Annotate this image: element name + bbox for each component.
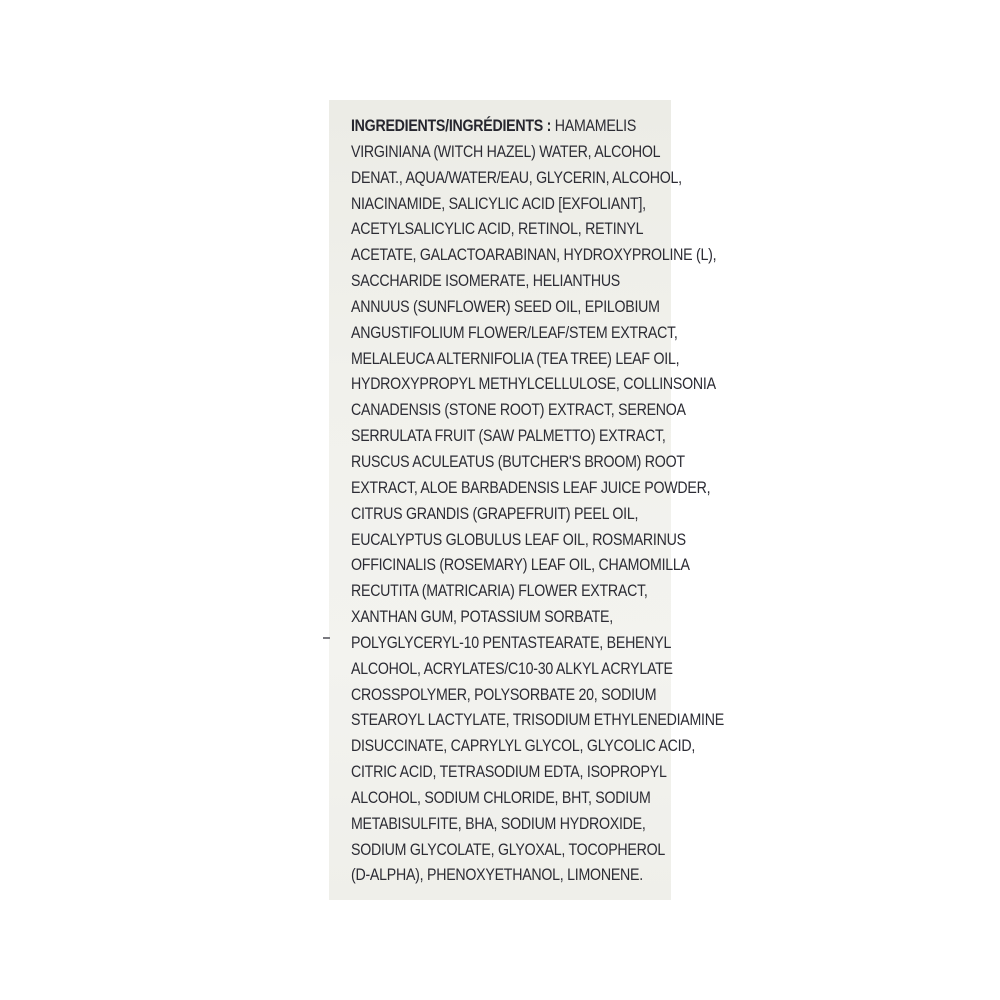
ingredients-line: SACCHARIDE ISOMERATE, HELIANTHUS bbox=[351, 272, 621, 291]
ingredients-line: CANADENSIS (STONE ROOT) EXTRACT, SERENOA bbox=[351, 401, 686, 420]
ingredients-line: HYDROXYPROPYL METHYLCELLULOSE, COLLINSONIA bbox=[351, 375, 716, 394]
ingredients-line: CITRIC ACID, TETRASODIUM EDTA, ISOPROPYL bbox=[351, 763, 667, 782]
ingredients-line: OFFICINALIS (ROSEMARY) LEAF OIL, CHAMOMILLA bbox=[351, 556, 690, 575]
ingredients-line: STEAROYL LACTYLATE, TRISODIUM ETHYLENEDIAMINE bbox=[351, 711, 724, 730]
ingredients-line bbox=[351, 114, 637, 140]
ingredients-line: CITRUS GRANDIS (GRAPEFRUIT) PEEL OIL, bbox=[351, 504, 639, 523]
ingredients-label-panel bbox=[329, 100, 724, 900]
ingredients-line: ANNUUS (SUNFLOWER) SEED OIL, EPILOBIUM bbox=[351, 297, 660, 316]
ingredients-line: CROSSPOLYMER, POLYSORBATE 20, SODIUM bbox=[351, 685, 657, 704]
label-edge-mark bbox=[323, 637, 330, 639]
ingredients-line: RUSCUS ACULEATUS (BUTCHER'S BROOM) ROOT bbox=[351, 452, 685, 471]
ingredients-line-first-text: HAMAMELIS bbox=[551, 117, 637, 135]
ingredients-line: ANGUSTIFOLIUM FLOWER/LEAF/STEM EXTRACT, bbox=[351, 323, 678, 342]
ingredients-line: VIRGINIANA (WITCH HAZEL) WATER, ALCOHOL bbox=[351, 142, 661, 161]
ingredients-line: (D-ALPHA), PHENOXYETHANOL, LIMONENE. bbox=[351, 866, 643, 885]
ingredients-line: RECUTITA (MATRICARIA) FLOWER EXTRACT, bbox=[351, 582, 648, 601]
ingredients-line: NIACINAMIDE, SALICYLIC ACID [EXFOLIANT], bbox=[351, 194, 646, 213]
ingredients-line: ALCOHOL, ACRYLATES/C10-30 ALKYL ACRYLATE bbox=[351, 659, 673, 678]
ingredients-line: DENAT., AQUA/WATER/EAU, GLYCERIN, ALCOHOL, bbox=[351, 168, 682, 187]
ingredients-heading: INGREDIENTS/INGRÉDIENTS : bbox=[351, 117, 552, 135]
ingredients-line: METABISULFITE, BHA, SODIUM HYDROXIDE, bbox=[351, 814, 646, 833]
ingredients-line: POLYGLYCERYL-10 PENTASTEARATE, BEHENYL bbox=[351, 633, 672, 652]
ingredients-line: SODIUM GLYCOLATE, GLYOXAL, TOCOPHEROL bbox=[351, 840, 666, 859]
ingredients-line: ACETATE, GALACTOARABINAN, HYDROXYPROLINE (L), bbox=[351, 246, 717, 265]
ingredients-line: ALCOHOL, SODIUM CHLORIDE, BHT, SODIUM bbox=[351, 788, 651, 807]
ingredients-line: EUCALYPTUS GLOBULUS LEAF OIL, ROSMARINUS bbox=[351, 530, 686, 549]
ingredients-line: ACETYLSALICYLIC ACID, RETINOL, RETINYL bbox=[351, 220, 644, 239]
ingredients-line: SERRULATA FRUIT (SAW PALMETTO) EXTRACT, bbox=[351, 427, 666, 446]
ingredients-text bbox=[351, 114, 724, 889]
ingredients-line: MELALEUCA ALTERNIFOLIA (TEA TREE) LEAF OIL, bbox=[351, 349, 680, 368]
ingredients-line: XANTHAN GUM, POTASSIUM SORBATE, bbox=[351, 608, 613, 627]
ingredients-line: EXTRACT, ALOE BARBADENSIS LEAF JUICE POWDER, bbox=[351, 478, 711, 497]
ingredients-line: DISUCCINATE, CAPRYLYL GLYCOL, GLYCOLIC ACID, bbox=[351, 737, 696, 756]
